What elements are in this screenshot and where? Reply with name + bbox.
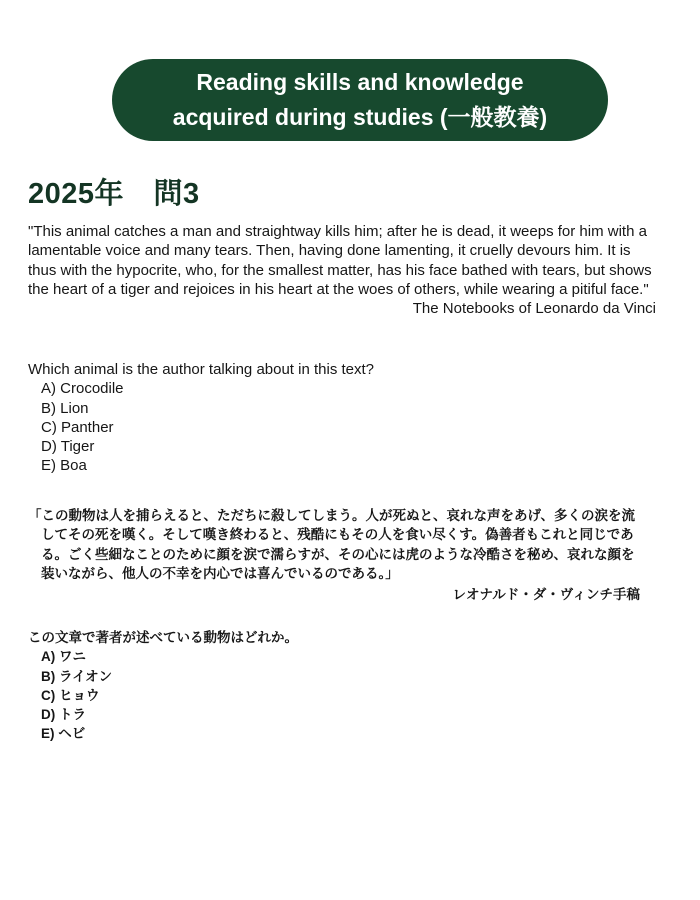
japanese-question-text: この文章で著者が述べている動物はどれか。 (28, 630, 298, 645)
title-banner-line1: Reading skills and knowledge (196, 69, 524, 95)
japanese-option-list (28, 647, 640, 743)
japanese-quote-text: 「この動物は人を捕らえると、ただちに殺してしまう。人が死ぬと、哀れな声をあげ、多くの涙を流してその死を嘆く。そして嘆き終わると、残酷にもその人を食い尽くす。偽善者もこれと同じである。ごく些細なことのために顔を涙で濡らすが、その心には虎のような冷酷さを秘め、哀れな顔を装いながら、他人の不幸を内心では喜んでいるのである。」 (28, 508, 635, 581)
english-quote-text: "This animal catches a man and straightway kills him; after he is dead, it weeps for him with a lamentable voice and many tears. Then, having done lamenting, it cruelly devours him. It is thus with the hypocrite, who, for the smallest matter, has his face bathed with tears, but shows the heart of a tiger and rejoices in his heart at the woes of others, while wearing a pitiful face." (28, 223, 652, 298)
english-quote-attribution: The Notebooks of Leonardo da Vinci (412, 300, 656, 318)
japanese-option-d: D) トラ (41, 707, 86, 723)
english-quote-block (28, 222, 656, 318)
english-question-text: Which animal is the author talking about in this text? (28, 361, 375, 378)
english-option-b: B) Lion (41, 399, 89, 417)
japanese-quote-block (28, 506, 640, 604)
english-question-block (28, 360, 656, 476)
japanese-option-a: A) ワニ (41, 649, 86, 665)
japanese-quote-attribution: レオナルド・ダ・ヴィンチ手稿 (452, 587, 640, 603)
english-option-a: A) Crocodile (41, 380, 124, 398)
japanese-option-b: B) ライオン (41, 668, 113, 684)
page-title: 2025年 問3 (28, 178, 200, 210)
japanese-option-e: E) ヘビ (41, 726, 86, 742)
title-banner (112, 59, 608, 141)
japanese-question-block (28, 628, 640, 744)
english-option-c: C) Panther (41, 418, 114, 436)
japanese-option-c: C) ヒョウ (41, 687, 100, 703)
english-option-list (28, 379, 656, 475)
english-option-e: E) Boa (41, 457, 87, 475)
english-option-d: D) Tiger (41, 438, 95, 456)
title-banner-line2: acquired during studies (一般教養) (172, 104, 548, 130)
